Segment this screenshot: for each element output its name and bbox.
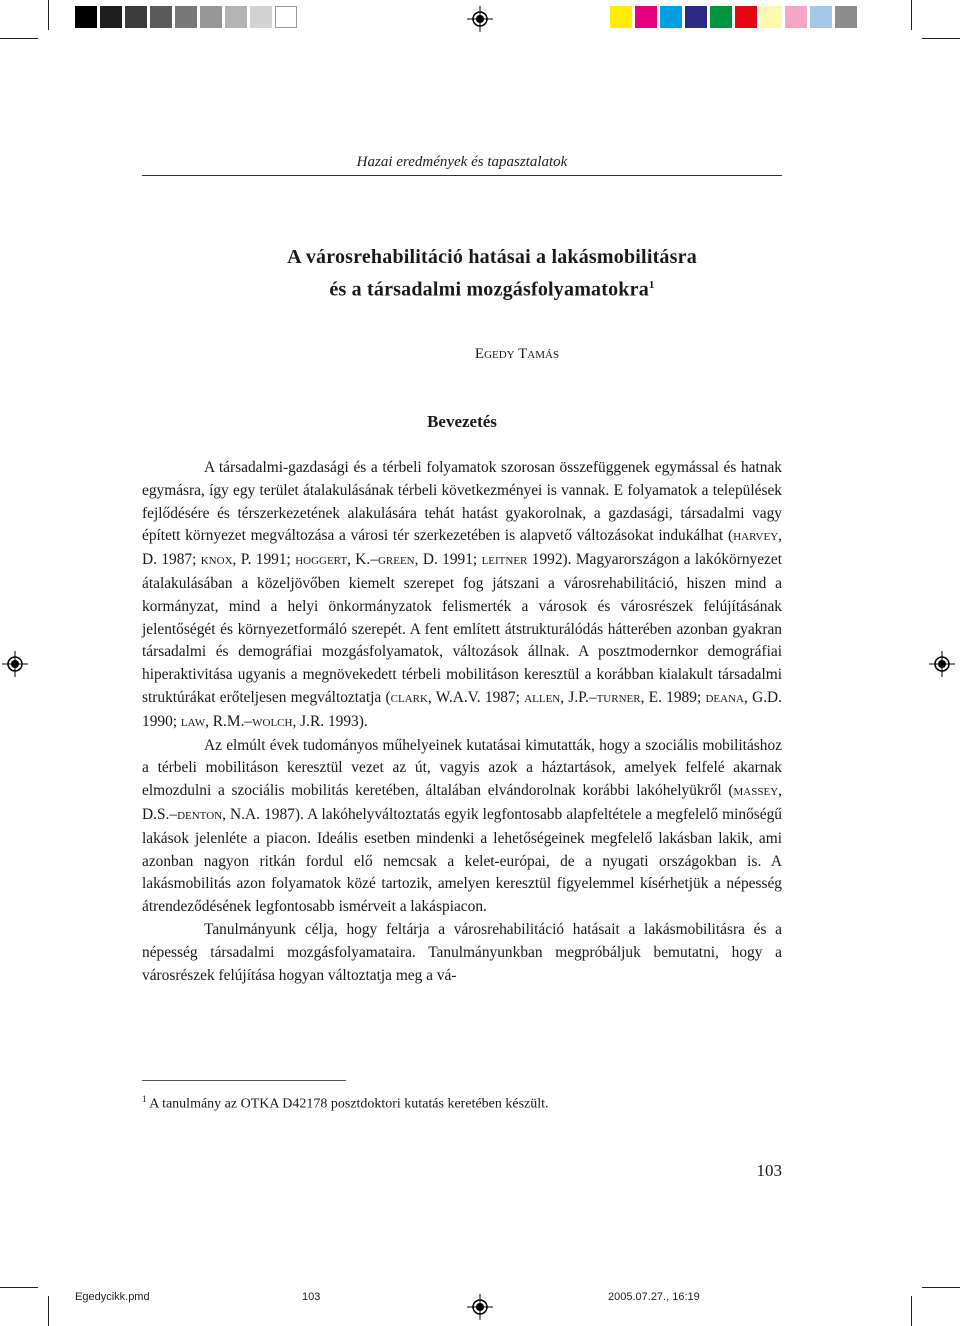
slug-filename: Egedycikk.pmd [75,1291,150,1303]
crop-mark [911,0,912,30]
text-run: , R.M.– [205,712,253,730]
citation-author: WOLCH [252,716,293,729]
registration-mark-icon [467,6,493,32]
text-run: , P. 1991; [232,551,296,569]
slug-page: 103 [302,1291,321,1303]
color-swatch [710,6,732,28]
text-run: 1992). Magyarországon a lakókörnyezet átalakulásában a közeljövőben kiemelt szerepet fog játszani a városrehabilitáció, hiszen mind a kormányzat, mind a helyi önkormányzatok felismerték a városok és városrészek felújításának jelentőségét és környezetformáló szerepét. A fent említett átstrukturálódás hátterében azonban gyakran társadalmi és demográfiai mozgásfolyamatok, változások állnak. A posztmodernkor demográfiai hiperaktivitása ugyanis a megnövekedett térbeli mobilitáson keresztül a korábban kialakult társadalmi struktúrákat erőteljesen megváltoztatja ( [142,551,782,706]
gray-swatch [175,6,197,28]
citation-author: TURNER [596,692,641,705]
section-heading: Bevezetés [427,412,497,431]
color-calibration-bar [610,6,860,28]
gray-swatch [75,6,97,28]
color-swatch [660,6,682,28]
paragraph [142,735,782,919]
citation-author: HOGGERT [295,555,348,568]
gray-swatch [100,6,122,28]
citation-author: KNOX [200,555,233,568]
page-number: 103 [756,1161,782,1180]
gray-swatch [250,6,272,28]
title-line-1: A városrehabilitáció hatásai a lakásmobilitásra [287,246,697,268]
text-run: Az elmúlt évek tudományos műhelyeinek kutatásai kimutatták, hogy a szociális mobilitáshoz a térbeli mobilitáson keresztül vezet az út, vagyis azok a háztartások, amelyek felfelé akarnak elmozdulni a szociális mobilitás keretében, általában elvándorolnak korábbi lakóhelyükről ( [142,736,782,800]
body-text [142,457,782,987]
gray-swatch [150,6,172,28]
citation-author: LAW [180,716,206,729]
text-run: , E. 1989; [640,688,706,706]
crop-mark [911,1296,912,1326]
title-footnote-marker: 1 [648,279,655,291]
color-swatch [735,6,757,28]
text-run: , G.D. 1990; [142,688,783,730]
registration-mark-icon [467,1294,493,1320]
footnote-text: A tanulmány az OTKA D42178 posztdoktori kutatás keretében készült. [149,1096,549,1112]
author-givenname-rest: AMÁS [527,349,560,361]
text-run: , J.P.– [560,688,597,706]
paragraph: Tanulmányunk célja, hogy feltárja a városrehabilitáció hatásait a lakásmobilitásra és a népesség társadalmi mozgásfolyamataira. Tanulmányunkban megpróbáljuk bemutatni, hogy a városrészek felújítása hogyan változtatja meg a vá- [142,920,782,984]
footnote [142,1094,549,1113]
author-initial: T [518,346,528,362]
title-line-2-text: és a társadalmi mozgásfolyamatokra [329,278,649,301]
text-run: , W.A.V. 1987; [427,688,525,706]
article-title [142,243,842,304]
text-run: , D. 1987; [142,527,782,569]
text-run: , J.R. 1993). [292,712,368,730]
color-swatch [635,6,657,28]
color-swatch [785,6,807,28]
crop-mark [922,1287,960,1288]
color-swatch [685,6,707,28]
gray-swatch [200,6,222,28]
citation-author: DENTON [177,809,223,822]
header-rule [142,175,782,176]
citation-author: DEANA [705,692,744,705]
citation-author: LEITNER [481,555,528,568]
gray-calibration-bar [75,6,300,28]
gray-swatch [225,6,247,28]
color-swatch [760,6,782,28]
footnote-marker: 1 [142,1094,147,1104]
running-head: Hazai eredmények és tapasztalatok [356,154,568,170]
crop-mark [922,38,960,39]
footnote-rule [142,1080,346,1081]
citation-author: CLARK [390,692,428,705]
text-run: , N.A. 1987). A lakóhelyváltoztatás egyik legfontosabb alapfeltétele a megfelelő minőségű lakások jelenléte a piacon. Ideális esetben mindenki a lehetőségeinek megfelelő lakásban lakik, ami azonban nagyon ritkán fordul elő nemcsak a kelet-európai, de a nyugati országokban is. A lakásmobilitás azon folyamatok közé tartozik, amelyen keresztül figyelemmel kísérhetjük a népesség átrendeződésének legfontosabb ismérveit a lakáspiacon. [142,805,782,916]
paragraph [142,457,782,735]
citation-author: ALLEN [524,692,561,705]
text-run: , D.S.– [142,782,782,823]
citation-author: HARVEY [733,531,779,544]
citation-author: MASSEY [733,786,779,799]
gray-swatch [275,6,297,28]
crop-mark [48,1296,49,1326]
citation-author: GREEN [377,555,415,568]
color-swatch [810,6,832,28]
slug-datetime: 2005.07.27., 16:19 [608,1291,700,1303]
color-swatch [610,6,632,28]
text-run: , K.– [347,551,378,569]
text-run: A társadalmi-gazdasági és a térbeli folyamatok szorosan összefüggenek egymással és hatnak egymásra, így egy terület átalakulásának térbeli következményei is vannak. E folyamatok a települések fejlődésére és térszerkezetének alakulására tehát hatást gyakorolnak, a gazdasági, társadalmi vagy épített környezet megváltozása a városi tér szerkezetében is alapvető változásokat indukálhat ( [142,459,782,545]
text-run: , D. 1991; [414,551,482,569]
crop-mark [0,1287,38,1288]
registration-mark-icon [2,651,28,677]
author-surname-rest: GEDY [484,349,515,361]
author-initial: E [474,346,485,362]
color-swatch [835,6,857,28]
registration-mark-icon [929,651,955,677]
crop-mark [0,38,38,39]
title-line-2 [142,271,842,304]
author-name [142,346,892,363]
gray-swatch [125,6,147,28]
crop-mark [48,0,49,30]
